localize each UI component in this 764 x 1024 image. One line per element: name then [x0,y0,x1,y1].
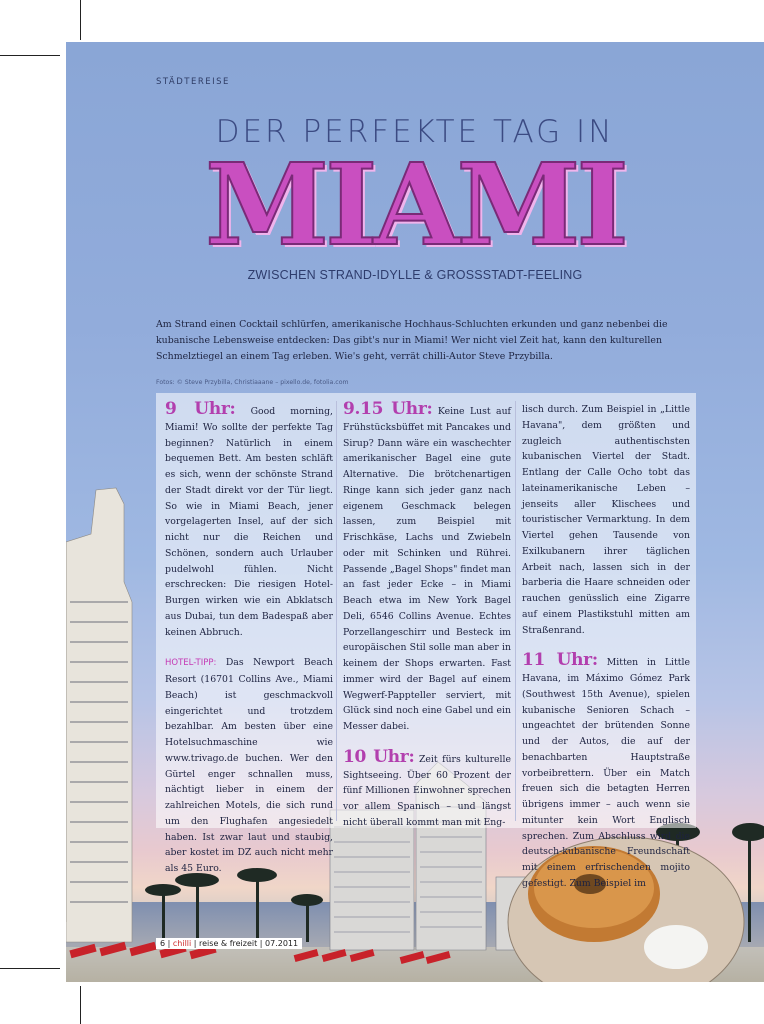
crop-mark-top [80,0,81,40]
article-text-box [156,393,696,889]
page-footer: 6 | chilli | reise & freizeit | 07.2011 [156,938,302,949]
brand-name: chilli [172,939,192,948]
lead-paragraph: Am Strand einen Cocktail schlürfen, amerikanische Hochhaus-Schluchten erkunden und ganz nebenbei die kubanische Lebensweise entdecken: Das gibt's nur in Miami! Wer nicht viel Zeit hat, kann den kulturellen Schmelztiegel an einem Tag erleben. Wie's geht, verrät chilli-Autor Steve Przybilla. [156,319,668,362]
column-divider [515,401,516,821]
time-heading-11-uhr: 11 Uhr: [522,650,598,671]
time-heading-10-uhr: 10 Uhr: [343,746,415,767]
footer-section: reise & freizeit [199,939,258,948]
crop-mark-left [0,55,60,56]
article-column-2 [343,399,512,831]
paragraph-hotel-tipp: HOTEL-TIPP: Das Newport Beach Resort (16701 Collins Ave., Miami Beach) ist geschmackvoll eingerichtet und trotzdem bezahlbar. Am besten über eine Hotelsuchmaschine wie www.trivago.de buchen. Wer den Gürtel enger schnallen muss, nächtigt lieber in einem der zahlreichen Motels, die sich rund um den Flughafen angesiedelt haben. Ist zwar laut und staubig, aber kostet im DZ auch nicht mehr als 45 Euro. [165,657,333,874]
paragraph-9-15-uhr: 9.15 Uhr: Keine Lust auf Frühstücksbüffet mit Pancakes und Sirup? Dann wäre ein waschechter amerikanischer Bagel eine gute Alternative. Die brötchenartigen Ringe kann sich jeder ganz nach eigenem Geschmack belegen lassen, zum Beispiel mit Frischkäse, Lachs und Zwiebeln oder mit Schinken und Rührei. Passende „Bagel Shops" findet man an fast jeder Ecke – in Miami Beach etwa im New York Bagel Deli, 6546 Collins Avenue. Echtes Porzellangeschirr und Besteck im europäischen Stil solle man aber in keinem der Shops erwarten. Fast immer wird der Bagel auf einem Wegwerf-Pappteller serviert, mit Glück sind noch eine Gabel und ein Messer dabei. [343,399,512,732]
column-divider [336,401,337,821]
photo-credit: Fotos: © Steve Przybilla, Christiaaane – pixello.de, fotolia.com [156,379,349,386]
article-column-1 [165,399,333,877]
subtitle: ZWISCHEN STRAND-IDYLLE & GROSSSTADT-FEELING [247,268,583,282]
paragraph-9-uhr: 9 Uhr: Good morning, Miami! Wo sollte der perfekte Tag beginnen? Natürlich in einem bequemen Bett. Am besten schläft es sich, wenn der schönste Strand der Stadt direkt vor der Tür liegt. So wie in Miami Beach, jener vorgelagerten Insel, auf der sich nicht nur die Reichen und Schönen, sondern auch Urlauber pudelwohl fühlen. Nicht erschrecken: Die riesigen Hotel-Burgen wirken wie ein Abklatsch aus Dubai, tun dem Badespaß aber keinen Abbruch. [165,399,333,638]
paragraph-little-havana: lisch durch. Zum Beispiel in „Little Havana", dem größten und zugleich authentischsten kubanischen Viertel der Stadt. Entlang der Calle Ocho tobt das lateinamerikanische Leben – jenseits aller Klischees und touristischer Vermarktung. In dem Viertel gehen Tausende von Exilkubanern ihrer täglichen Arbeit nach, lassen sich in der barberia die Haare schneiden oder rauchen genüsslich eine Zigarre auf einem Plastikstuhl mitten am Straßenrand. [522,404,690,636]
footer-issue: 07.2011 [265,939,299,948]
section-label: STÄDTEREISE [156,77,230,87]
magazine-page [66,42,764,982]
time-heading-9-15-uhr: 9.15 Uhr: [343,399,433,419]
paragraph-11-uhr: 11 Uhr: Mitten in Little Havana, im Máximo Gómez Park (Southwest 15th Avenue), spielen kubanische Senioren Schach – ungeachtet der brütenden Sonne und der Autos, die auf der benachbarten Hauptstraße vorbeibrettern. Über ein Match freuen sich die betagten Herren übrigens immer – auch wenn sie mitunter kein Wort Englisch sprechen. Zum Abschluss wird die deutsch-kubanische Freundschaft mit einem erfrischenden mojito gefestigt. Zum Beispiel im [522,650,690,889]
crop-mark-bottom-left [0,968,60,969]
headline-line-1: DER PERFEKTE TAG IN [215,114,615,150]
hotel-tipp-label: HOTEL-TIPP: [165,658,217,669]
page-number: 6 [160,939,166,948]
left-skyscraper [66,488,132,942]
headline-miami: MIAMI [205,140,625,271]
time-heading-9-uhr: 9 Uhr: [165,399,236,419]
paragraph-10-uhr: 10 Uhr: Zeit fürs kulturelle Sightseeing. Über 60 Prozent der fünf Millionen Einwohner sprechen vor allem Spanisch – und längst nicht überall kommt man mit Eng- [343,746,511,828]
crop-mark-bottom [80,986,81,1024]
article-column-3 [522,402,690,892]
